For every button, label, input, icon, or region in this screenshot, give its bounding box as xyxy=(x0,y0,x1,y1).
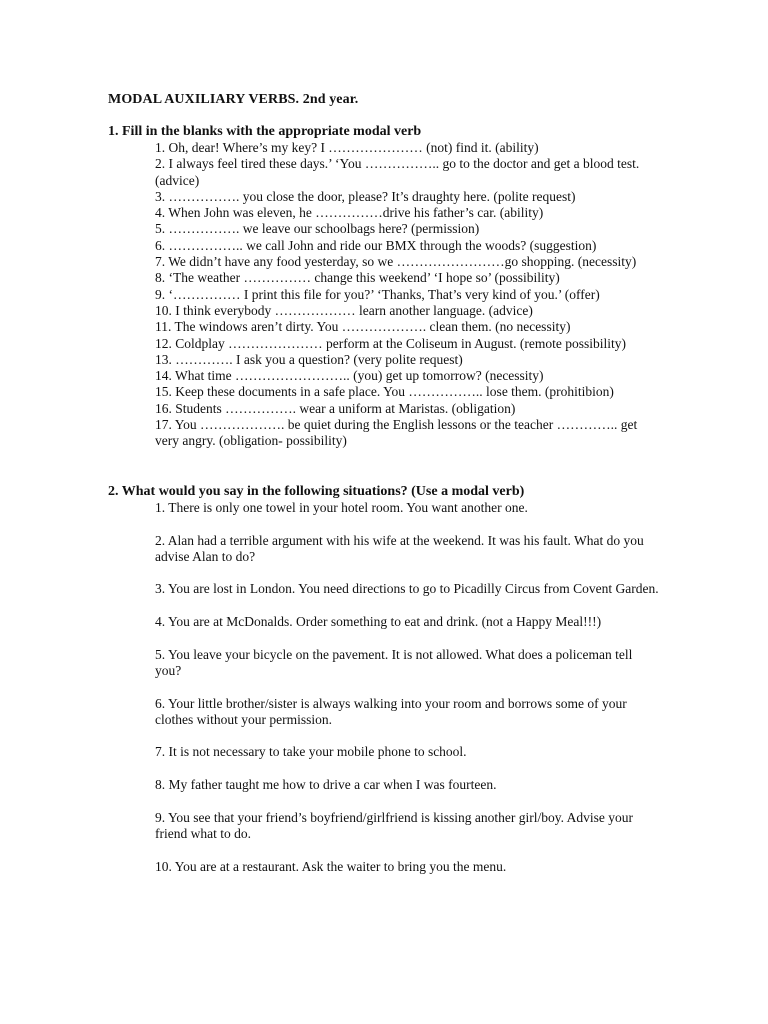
exercise-item: 8. ‘The weather …………… change this weekend’ ‘I hope so’ (possibility) xyxy=(155,270,560,286)
exercise-item: 4. When John was eleven, he ……………drive his father’s car. (ability) xyxy=(155,205,544,221)
exercise-item: 3. ……………. you close the door, please? It’s draughty here. (polite request) xyxy=(155,188,576,204)
exercise-item: 13. …………. I ask you a question? (very polite request) xyxy=(155,351,463,367)
section-2-heading: 2. What would you say in the following situations? (Use a modal verb) xyxy=(108,484,525,499)
exercise-item: 10. I think everybody ……………… learn another language. (advice) xyxy=(155,302,533,318)
situation-item: 2. Alan had a terrible argument with his wife at the weekend. It was his fault. What do you advise Alan to do? xyxy=(155,532,644,564)
exercise-item: 15. Keep these documents in a safe place. You …………….. lose them. (prohitibion) xyxy=(155,384,614,400)
exercise-item: 14. What time …………………….. (you) get up tomorrow? (necessity) xyxy=(155,368,544,384)
exercise-item: 12. Coldplay ………………… perform at the Coliseum in August. (remote possibility) xyxy=(155,335,626,351)
situation-item: 6. Your little brother/sister is always walking into your room and borrows some of your clothes without your permission. xyxy=(155,695,627,727)
exercise-item: 1. Oh, dear! Where’s my key? I ………………… (not) find it. (ability) xyxy=(155,140,539,155)
situation-item: 8. My father taught me how to drive a car when I was fourteen. xyxy=(155,777,497,793)
exercise-item: 17. You ………………. be quiet during the English lessons or the teacher ………….. get very angry. (obligation- possibility) xyxy=(155,417,638,449)
section-2-list xyxy=(155,500,660,891)
situation-item: 5. You leave your bicycle on the pavement. It is not allowed. What does a policeman tell you? xyxy=(155,646,633,678)
situation-item: 10. You are at a restaurant. Ask the waiter to bring you the menu. xyxy=(155,858,507,874)
situation-item: 3. You are lost in London. You need directions to go to Picadilly Circus from Covent Garden. xyxy=(155,581,659,597)
exercise-item: 11. The windows aren’t dirty. You ………………. clean them. (no necessity) xyxy=(155,319,571,335)
exercise-item: 2. I always feel tired these days.’ ‘You …………….. go to the doctor and get a blood test. (advice) xyxy=(155,156,640,188)
situation-item: 1. There is only one towel in your hotel room. You want another one. xyxy=(155,500,528,515)
exercise-item: 9. ‘…………… I print this file for you?’ ‘Thanks, That’s very kind of you.’ (offer) xyxy=(155,286,600,302)
document-title: MODAL AUXILIARY VERBS. 2nd year. xyxy=(108,92,359,107)
exercise-item: 16. Students ……………. wear a uniform at Maristas. (obligation) xyxy=(155,400,516,416)
exercise-item: 5. ……………. we leave our schoolbags here? (permission) xyxy=(155,221,480,237)
section-1-list xyxy=(155,140,655,450)
exercise-item: 7. We didn’t have any food yesterday, so we ……………………go shopping. (necessity) xyxy=(155,254,637,270)
exercise-item: 6. …………….. we call John and ride our BMX through the woods? (suggestion) xyxy=(155,237,597,253)
situation-item: 7. It is not necessary to take your mobile phone to school. xyxy=(155,744,467,760)
section-1-heading: 1. Fill in the blanks with the appropriate modal verb xyxy=(108,124,422,139)
situation-item: 9. You see that your friend’s boyfriend/girlfriend is kissing another girl/boy. Advise your friend what to do. xyxy=(155,809,633,841)
situation-item: 4. You are at McDonalds. Order something to eat and drink. (not a Happy Meal!!!) xyxy=(155,614,602,630)
